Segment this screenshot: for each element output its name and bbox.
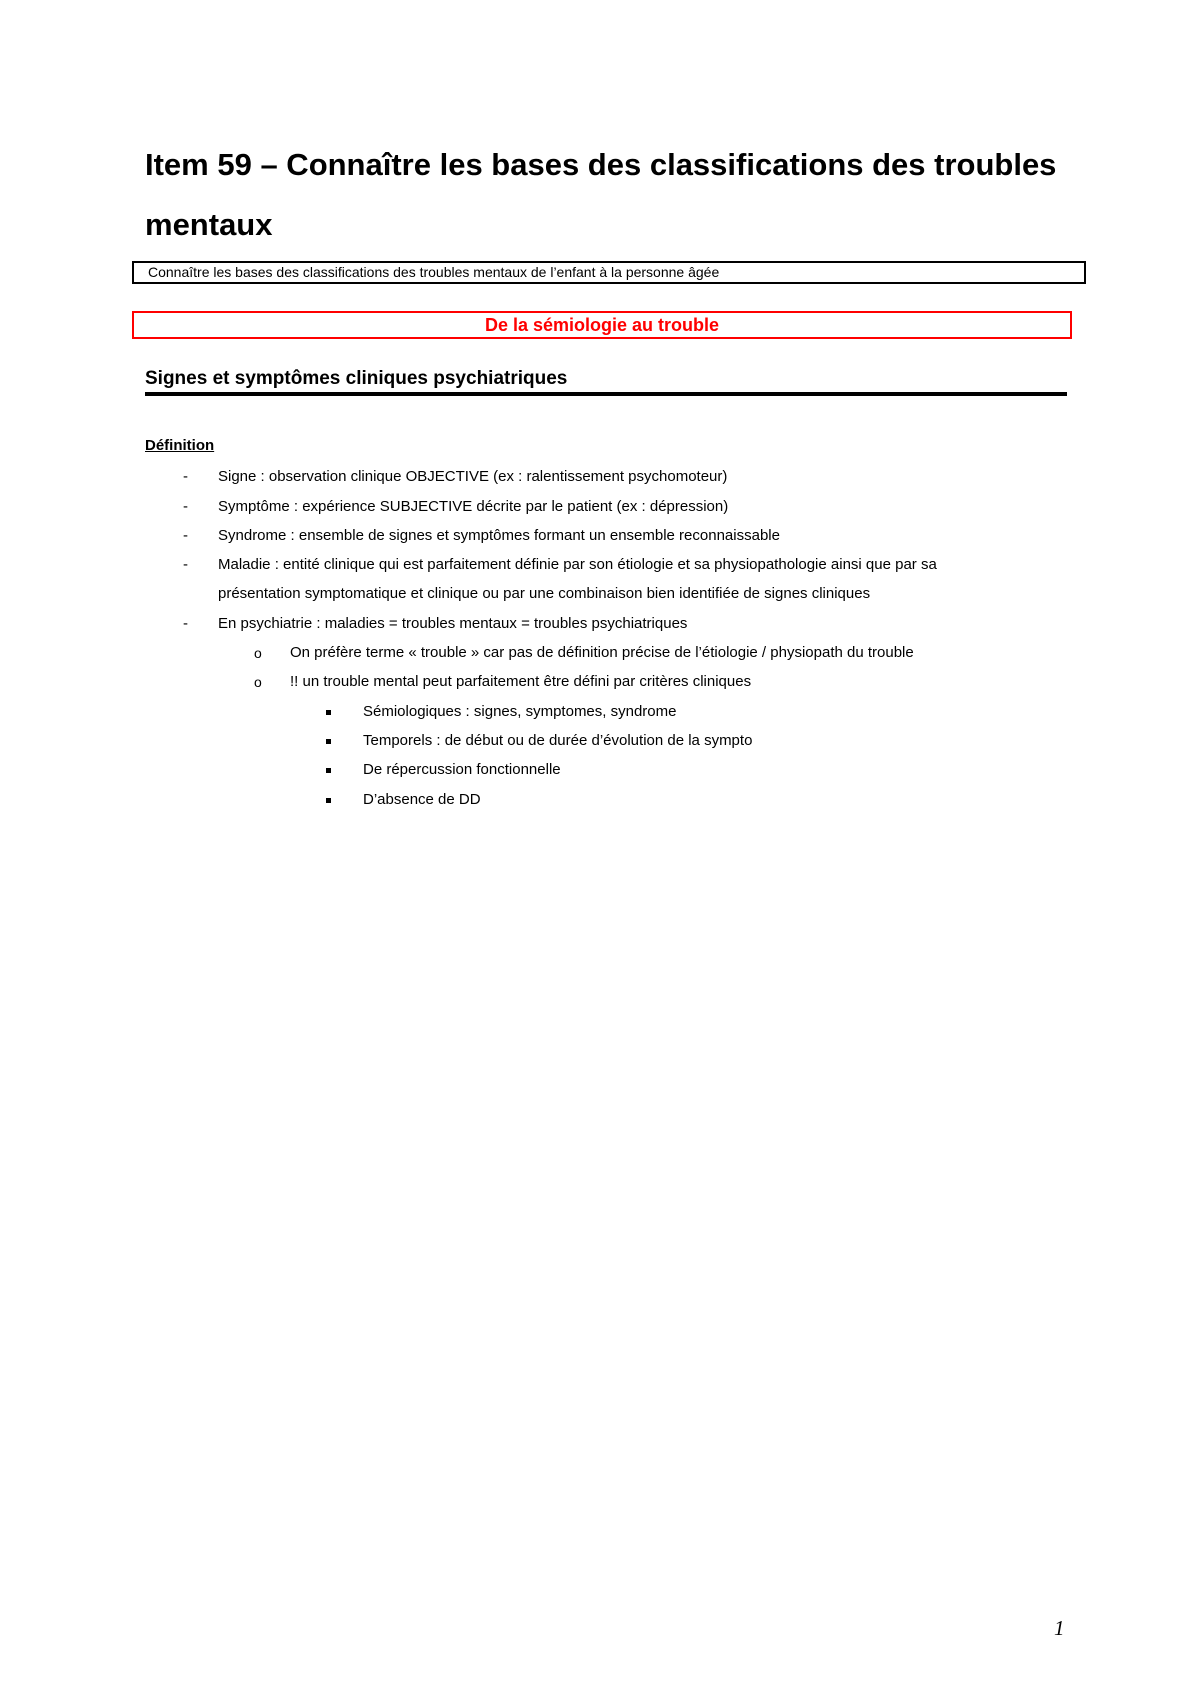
dash-bullet: - xyxy=(183,527,188,544)
sublist-item-terme: On préfère terme « trouble » car pas de définition précise de l’étiologie / physiopath du trouble xyxy=(290,644,914,661)
circle-bullet: o xyxy=(254,674,262,690)
section-title: De la sémiologie au trouble xyxy=(132,311,1072,339)
subsublist-item-semiologiques: Sémiologiques : signes, symptomes, syndrome xyxy=(363,703,677,720)
sublist-item-criteres: !! un trouble mental peut parfaitement être défini par critères cliniques xyxy=(290,673,752,690)
dash-bullet: - xyxy=(183,556,188,573)
square-bullet xyxy=(326,768,331,773)
definition-label: Définition xyxy=(145,437,215,454)
page-title: Item 59 – Connaître les bases des classifications des troubles mentaux xyxy=(145,147,1057,242)
list-item-psychiatrie: En psychiatrie : maladies = troubles mentaux = troubles psychiatriques xyxy=(218,615,688,632)
subheading: Signes et symptômes cliniques psychiatriques xyxy=(145,368,568,389)
circle-bullet: o xyxy=(254,645,262,661)
dash-bullet: - xyxy=(183,615,188,632)
square-bullet xyxy=(326,739,331,744)
subsublist-item-temporels: Temporels : de début ou de durée d’évolution de la sympto xyxy=(363,732,753,749)
list-item-syndrome: Syndrome : ensemble de signes et symptômes formant un ensemble reconnaissable xyxy=(218,527,780,544)
subsublist-item-absence: D’absence de DD xyxy=(363,791,481,808)
objective-box: Connaître les bases des classifications des troubles mentaux de l’enfant à la personne âgée xyxy=(132,261,1086,284)
list-item-symptome: Symptôme : expérience SUBJECTIVE décrite par le patient (ex : dépression) xyxy=(218,498,729,515)
subheading-underline xyxy=(145,392,1067,396)
list-item-maladie: Maladie : entité clinique qui est parfaitement définie par son étiologie et sa physiopathologie ainsi que par sa xyxy=(218,556,937,573)
list-item-signe: Signe : observation clinique OBJECTIVE (ex : ralentissement psychomoteur) xyxy=(218,468,728,485)
square-bullet xyxy=(326,710,331,715)
page-number: 1 xyxy=(1054,1616,1065,1640)
subsublist-item-repercussion: De répercussion fonctionnelle xyxy=(363,761,561,778)
list-item-maladie-continued: présentation symptomatique et clinique ou par une combinaison bien identifiée de signes cliniques xyxy=(218,585,871,602)
dash-bullet: - xyxy=(183,468,188,485)
square-bullet xyxy=(326,798,331,803)
dash-bullet: - xyxy=(183,498,188,515)
